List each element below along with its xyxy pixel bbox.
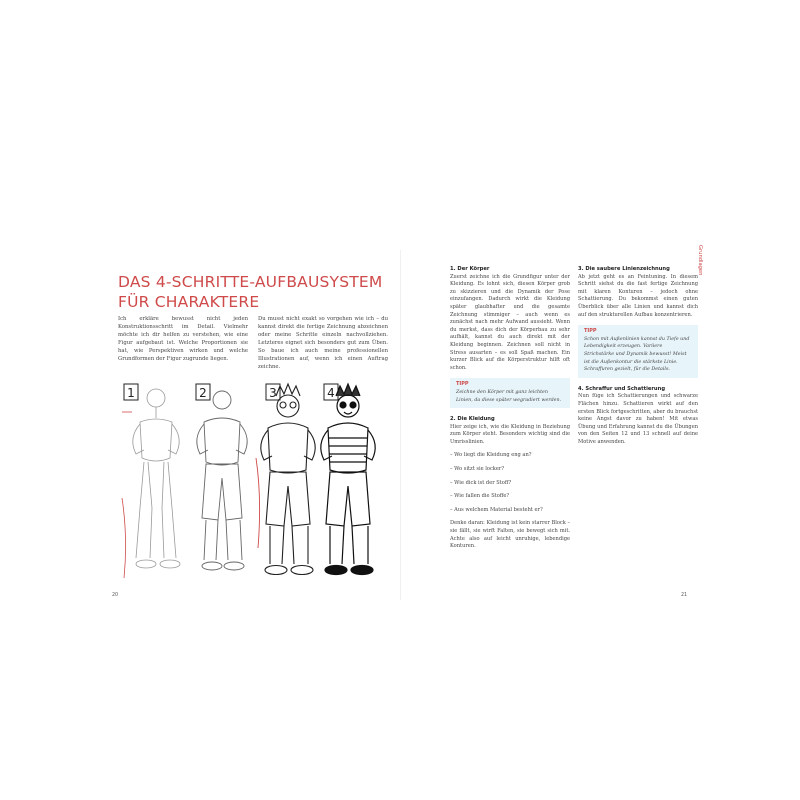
- step1-heading: 1. Der Körper: [450, 266, 490, 272]
- title-line-1: DAS 4-SCHRITTE-AUFBAUSYSTEM: [118, 273, 383, 292]
- figure-steps-illustration: [118, 378, 388, 588]
- step1-text: Zuerst zeichne ich die Grundfigur unter der Kleidung. Es lohnt sich, diesen Körper grob zu skizzieren und die Dynamik der Pose einzufangen. Dadurch wirkt die Kleidung später glaubhafter und die gesamte Zeichnung stimmiger – auch wenn es zunächst nach mehr Aufwand aussieht. Wenn du merkst, dass dich der Körperbau zu sehr aufhält, kannst du auch direkt mit der Kleidung beginnen. Zeichnen soll nicht in Stress ausarten – es soll Spaß machen. Ein kurzer Blick auf die Körperstruktur hilft oft schon.: [450, 273, 570, 371]
- figure-2-clothing-sketch: [197, 391, 260, 570]
- step-label-3: 3: [269, 386, 277, 400]
- clothing-question-list: [450, 452, 570, 514]
- step2-closing: Denke daran: Kleidung ist kein starrer Block – sie fällt, sie wirft Falten, sie bewegt sich mit. Achte also auf leicht unruhige, lebendige Konturen.: [450, 520, 570, 550]
- page-title: [118, 272, 418, 312]
- page-number-right: 21: [681, 593, 688, 598]
- list-item: – Wo liegt die Kleidung eng an?: [450, 452, 532, 459]
- figure-4-shaded-drawing: [321, 384, 375, 575]
- figure-1-body-sketch: [122, 389, 180, 578]
- step-label-2: 2: [199, 386, 207, 400]
- tip-box-1: [450, 378, 570, 408]
- list-item: – Wie fallen die Stoffe?: [450, 493, 510, 500]
- intro-left: Ich erkläre bewusst nicht jeden Konstruktionsschritt im Detail. Vielmehr möchte ich dir helfen zu verstehen, wie eine Figur aufgebaut ist. Welche Proportionen sie hat, wie Perspektiven wirken und welche Grundformen der Figur zugrunde liegen.: [118, 316, 248, 363]
- tip-label-1: TIPP: [456, 381, 469, 388]
- tip-label-2: TIPP: [584, 328, 597, 335]
- step3-text: Ab jetzt geht es an Feintuning. In diesem Schritt siehst du die fast fertige Zeichnung mit klaren Konturen – jedoch ohne Schattierung. Du bekommst einen guten Überblick über alle Linien und kannst dich auf den strukturellen Aufbau konzentrieren.: [578, 273, 698, 318]
- figures-svg: [118, 378, 388, 588]
- list-item: – Wie dick ist der Stoff?: [450, 479, 512, 486]
- figure-3-line-drawing: [261, 384, 315, 575]
- right-page-column-1: [450, 266, 570, 557]
- step2-heading: 2. Die Kleidung: [450, 416, 495, 423]
- intro-right: Du musst nicht exakt so vorgehen wie ich – du kannst direkt die fertige Zeichnung abzeichnen oder meine Schritte einzeln nachvollziehen. Letzteres eignet sich besonders gut zum Üben. So baue ich auch meine professionellen Illustrationen auf, wenn ich einen Auftrag zeichne.: [258, 316, 388, 371]
- title-line-2: FÜR CHARAKTERE: [118, 293, 260, 312]
- page-number-left: 20: [112, 593, 119, 598]
- right-page-column-2: [578, 266, 698, 452]
- step3-heading: 3. Die saubere Linienzeichnung: [578, 266, 670, 272]
- tip-text-2: Schon mit Außenlinien kannst du Tiefe und Lebendigkeit erzeugen. Variiere Strichstärke und Dynamik bewusst! Meist ist die Außenkontur die stärkste Linie. Schraffuren gezielt, für die Details.: [584, 336, 690, 373]
- list-item: – Aus welchem Material besteht er?: [450, 506, 543, 513]
- tip-box-2: [578, 325, 698, 378]
- step4-text: Nun füge ich Schattierungen und schwarze Flächen hinzu. Schattieren wirkt auf den ersten Blick fortgeschritten, aber du brauchst keine Angst davor zu haben! Mit etwas Übung und Erfahrung kannst du die Übungen von den Seiten 12 und 13 schnell auf deine Motive anwenden.: [578, 393, 698, 445]
- step2-text: Hier zeige ich, wie die Kleidung in Beziehung zum Körper steht. Besonders wichtig sind die Umrisslinien.: [450, 423, 570, 445]
- tip-text-1: Zeichne den Körper mit ganz leichten Linien, da diese später wegradiert werden.: [456, 389, 562, 403]
- list-item: – Wo sitzt sie locker?: [450, 466, 505, 473]
- step4-heading: 4. Schraffur und Schattierung: [578, 385, 666, 392]
- section-side-label: Grundlagen: [697, 245, 703, 276]
- step-label-4: 4: [327, 386, 335, 400]
- step-label-1: 1: [127, 386, 135, 400]
